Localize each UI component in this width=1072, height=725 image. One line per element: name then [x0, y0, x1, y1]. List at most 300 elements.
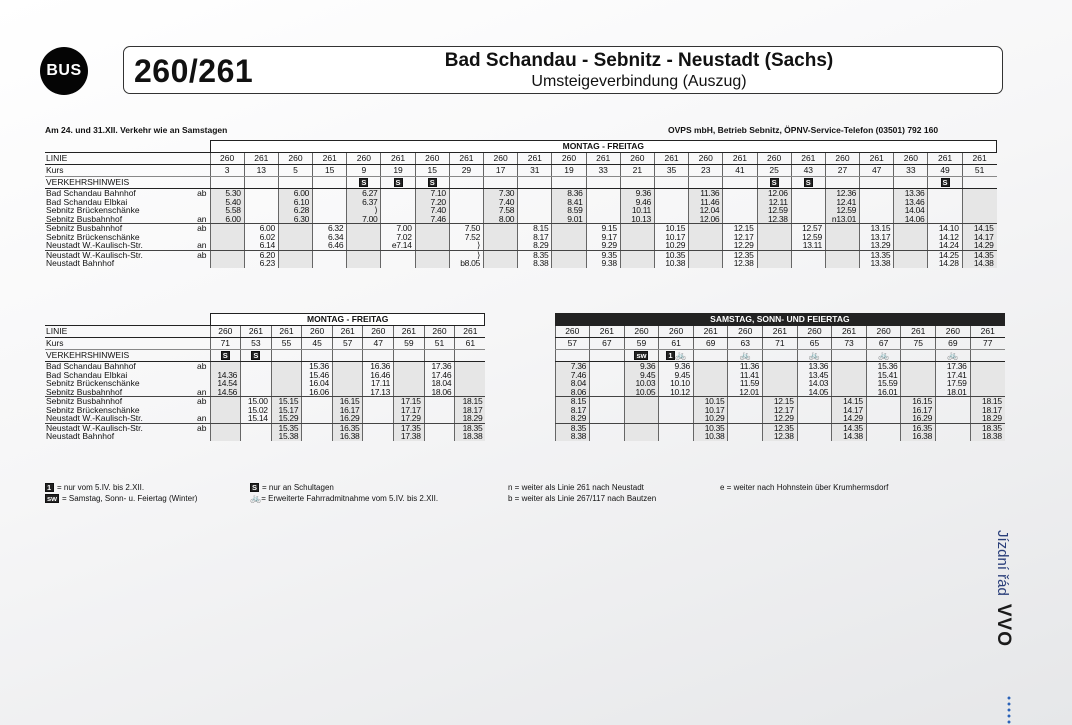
- kurs-cell: 25: [757, 165, 791, 177]
- time-cell: [624, 397, 659, 406]
- linie-label: LINIE: [45, 153, 193, 165]
- time-cell: 16.38: [901, 432, 936, 441]
- time-cell: [797, 397, 832, 406]
- time-cell: 17.41: [936, 371, 971, 380]
- time-cell: [394, 379, 425, 388]
- time-cell: n13.01: [825, 215, 859, 224]
- time-cell: [210, 406, 241, 415]
- kurs-row: [45, 338, 485, 350]
- time-cell: [424, 397, 455, 406]
- time-cell: [210, 224, 244, 233]
- time-cell: 16.01: [866, 388, 901, 397]
- time-cell: [624, 406, 659, 415]
- time-row: [45, 250, 997, 259]
- linie-row: [555, 326, 1005, 338]
- time-cell: ⟩: [347, 206, 381, 215]
- legend-far-right: [720, 482, 888, 493]
- time-cell: 6.32: [313, 224, 347, 233]
- linie-cell: 261: [381, 153, 415, 165]
- time-row: [45, 397, 485, 406]
- time-cell: 14.29: [832, 414, 867, 423]
- time-cell: [590, 406, 625, 415]
- time-cell: [518, 189, 552, 198]
- time-cell: 9.36: [624, 362, 659, 371]
- row-tail: ab: [197, 423, 207, 432]
- kurs-cell: 47: [860, 165, 894, 177]
- time-cell: 18.01: [936, 388, 971, 397]
- time-cell: [455, 379, 486, 388]
- time-cell: [791, 215, 825, 224]
- time-row: [555, 371, 1005, 380]
- time-cell: 17.29: [394, 414, 425, 423]
- hinweis-cell: [241, 350, 272, 362]
- linie-cell: 260: [866, 326, 901, 338]
- stop-name: Sebnitz Brückenschänke: [46, 379, 140, 388]
- time-cell: [723, 215, 757, 224]
- linie-cell: 261: [901, 326, 936, 338]
- time-cell: 7.46: [415, 215, 449, 224]
- kurs-cell: 17: [484, 165, 518, 177]
- linie-cell: 260: [347, 153, 381, 165]
- row-tail: [193, 153, 210, 165]
- kurs-cell: 15: [415, 165, 449, 177]
- hinweis-cell: [832, 350, 867, 362]
- time-cell: 10.11: [620, 206, 654, 215]
- time-cell: 18.15: [970, 397, 1005, 406]
- kurs-cell: 57: [332, 338, 363, 350]
- time-cell: 15.29: [271, 414, 302, 423]
- hinweis-row: [555, 350, 1005, 362]
- kurs-cell: 63: [728, 338, 763, 350]
- linie-cell: 261: [791, 153, 825, 165]
- time-cell: [278, 259, 312, 268]
- time-cell: [210, 432, 241, 441]
- time-cell: [302, 423, 333, 432]
- row-tail: [193, 165, 210, 177]
- time-cell: [928, 206, 962, 215]
- time-cell: [659, 432, 694, 441]
- legend-text-one: = nur vom 5.IV. bis 2.XII.: [57, 483, 145, 492]
- time-cell: 10.38: [693, 432, 728, 441]
- time-cell: 15.14: [241, 414, 272, 423]
- time-row: [45, 241, 997, 250]
- time-cell: 16.15: [332, 397, 363, 406]
- linie-cell: 260: [797, 326, 832, 338]
- time-cell: 13.29: [860, 241, 894, 250]
- time-cell: [363, 432, 394, 441]
- time-cell: [381, 259, 415, 268]
- time-cell: [381, 189, 415, 198]
- time-cell: [832, 371, 867, 380]
- hinweis-cell: [313, 177, 347, 189]
- time-cell: 7.58: [484, 206, 518, 215]
- time-cell: [552, 241, 586, 250]
- time-cell: [894, 241, 928, 250]
- hinweis-cell: [424, 350, 455, 362]
- time-cell: [624, 423, 659, 432]
- time-row: [45, 423, 485, 432]
- time-cell: [394, 388, 425, 397]
- kurs-cell: 27: [825, 165, 859, 177]
- time-cell: [241, 379, 272, 388]
- time-cell: 14.36: [210, 371, 241, 380]
- section-header: SAMSTAG, SONN- UND FEIERTAG: [555, 313, 1005, 325]
- time-cell: [271, 371, 302, 380]
- time-cell: [866, 406, 901, 415]
- hinweis-label: VERKEHRSHINWEIS: [45, 350, 193, 362]
- time-cell: 12.57: [791, 224, 825, 233]
- time-row: [555, 388, 1005, 397]
- time-cell: 14.56: [210, 388, 241, 397]
- hinweis-cell: [347, 177, 381, 189]
- time-cell: 14.38: [962, 259, 996, 268]
- time-cell: 8.15: [518, 224, 552, 233]
- time-cell: [860, 215, 894, 224]
- linie-cell: 260: [552, 153, 586, 165]
- time-cell: 9.01: [552, 215, 586, 224]
- time-cell: [860, 189, 894, 198]
- time-cell: 11.36: [689, 189, 723, 198]
- kurs-cell: 59: [624, 338, 659, 350]
- time-row: [555, 362, 1005, 371]
- time-cell: 15.36: [302, 362, 333, 371]
- time-row: [555, 406, 1005, 415]
- time-cell: [347, 233, 381, 242]
- legend-text-bike: = Erweiterte Fahrradmitnahme vom 5.IV. bis 2.XII.: [261, 494, 439, 503]
- legend-symbol-s: S: [252, 483, 258, 492]
- route-header: [123, 46, 1003, 94]
- time-cell: [654, 189, 688, 198]
- kurs-row: [45, 165, 997, 177]
- kurs-cell: 31: [518, 165, 552, 177]
- row-tail: [193, 206, 210, 215]
- time-row: [45, 406, 485, 415]
- time-cell: [866, 397, 901, 406]
- hinweis-cell: [518, 177, 552, 189]
- time-cell: 15.59: [866, 379, 901, 388]
- time-cell: [363, 406, 394, 415]
- time-cell: [689, 250, 723, 259]
- time-cell: [928, 215, 962, 224]
- time-cell: [271, 362, 302, 371]
- time-cell: [241, 388, 272, 397]
- bicycle-icon: 🚲: [878, 350, 890, 361]
- row-tail: [193, 259, 210, 268]
- hinweis-cell: [693, 350, 728, 362]
- row-tail: ab: [197, 223, 207, 233]
- hinweis-cell: [970, 350, 1005, 362]
- time-cell: [313, 206, 347, 215]
- operator-note: OVPS mbH, Betrieb Sebnitz, ÖPNV-Service-Telefon (03501) 792 160: [668, 125, 939, 135]
- time-cell: [552, 233, 586, 242]
- time-row: [45, 233, 997, 242]
- linie-cell: 260: [757, 153, 791, 165]
- kurs-cell: 67: [590, 338, 625, 350]
- time-cell: 7.40: [484, 198, 518, 207]
- time-cell: 14.03: [797, 379, 832, 388]
- dotted-line: [1007, 695, 1011, 725]
- time-cell: 12.35: [723, 250, 757, 259]
- kurs-cell: 73: [832, 338, 867, 350]
- hinweis-cell: [363, 350, 394, 362]
- time-cell: [424, 432, 455, 441]
- time-cell: 16.29: [332, 414, 363, 423]
- time-cell: [791, 206, 825, 215]
- school-day-icon: S: [253, 351, 259, 361]
- time-cell: [894, 224, 928, 233]
- time-cell: 16.15: [901, 397, 936, 406]
- time-cell: 16.29: [901, 414, 936, 423]
- linie-cell: 261: [590, 326, 625, 338]
- time-cell: [381, 215, 415, 224]
- legend-symbol-sw: sw: [47, 494, 58, 503]
- linie-cell: 261: [455, 326, 486, 338]
- time-cell: [825, 224, 859, 233]
- hinweis-cell: [394, 350, 425, 362]
- linie-cell: 260: [620, 153, 654, 165]
- hinweis-cell: [278, 177, 312, 189]
- time-row: [45, 259, 997, 268]
- kurs-cell: 61: [659, 338, 694, 350]
- time-cell: [825, 259, 859, 268]
- time-cell: [518, 198, 552, 207]
- hinweis-cell: [624, 350, 659, 362]
- hinweis-cell: [901, 350, 936, 362]
- time-cell: 8.06: [555, 388, 590, 397]
- linie-cell: 260: [363, 326, 394, 338]
- kurs-cell: 41: [723, 165, 757, 177]
- time-cell: 14.10: [928, 224, 962, 233]
- legend-symbol-one: 1: [45, 483, 54, 492]
- time-cell: [936, 397, 971, 406]
- time-cell: [590, 432, 625, 441]
- time-cell: [586, 198, 620, 207]
- time-cell: [901, 362, 936, 371]
- time-cell: 14.38: [832, 432, 867, 441]
- linie-cell: 261: [313, 153, 347, 165]
- time-cell: [484, 233, 518, 242]
- stop-name: Bad Schandau Elbkai: [46, 197, 128, 206]
- time-cell: [962, 189, 996, 198]
- time-cell: 18.15: [455, 397, 486, 406]
- time-cell: [797, 432, 832, 441]
- time-cell: [590, 388, 625, 397]
- time-cell: [313, 198, 347, 207]
- time-cell: [728, 423, 763, 432]
- time-cell: 9.46: [620, 198, 654, 207]
- time-cell: 14.15: [962, 224, 996, 233]
- time-cell: [693, 362, 728, 371]
- time-cell: 8.29: [518, 241, 552, 250]
- time-cell: 9.15: [586, 224, 620, 233]
- hinweis-cell: [302, 350, 333, 362]
- kurs-cell: 69: [936, 338, 971, 350]
- kurs-cell: 13: [244, 165, 278, 177]
- time-cell: 9.45: [659, 371, 694, 380]
- time-cell: [415, 259, 449, 268]
- row-tail: an: [193, 414, 210, 423]
- time-cell: 8.17: [518, 233, 552, 242]
- time-cell: 16.04: [302, 379, 333, 388]
- hinweis-cell: [825, 177, 859, 189]
- kurs-cell: 23: [689, 165, 723, 177]
- stop-name: Neustadt W.-Kaulisch-Str.: [46, 423, 143, 432]
- time-cell: 18.29: [970, 414, 1005, 423]
- time-cell: 6.10: [278, 198, 312, 207]
- time-cell: [654, 215, 688, 224]
- time-cell: 12.15: [723, 224, 757, 233]
- time-cell: [424, 414, 455, 423]
- time-cell: [586, 189, 620, 198]
- time-cell: 15.17: [271, 406, 302, 415]
- time-cell: [791, 198, 825, 207]
- legend-row-sw: [45, 493, 197, 504]
- hinweis-cell: [860, 177, 894, 189]
- time-cell: [797, 406, 832, 415]
- time-cell: 18.29: [455, 414, 486, 423]
- hinweis-cell: [552, 177, 586, 189]
- kurs-cell: 47: [363, 338, 394, 350]
- kurs-cell: 21: [620, 165, 654, 177]
- linie-cell: 261: [970, 326, 1005, 338]
- time-cell: 7.10: [415, 189, 449, 198]
- stop-name: Sebnitz Busbahnhof: [46, 223, 123, 233]
- time-cell: 18.06: [424, 388, 455, 397]
- time-cell: [424, 423, 455, 432]
- time-cell: [278, 250, 312, 259]
- time-cell: [278, 241, 312, 250]
- time-cell: [763, 388, 798, 397]
- time-cell: [894, 233, 928, 242]
- time-cell: 17.36: [936, 362, 971, 371]
- time-cell: [928, 198, 962, 207]
- time-cell: [894, 259, 928, 268]
- time-cell: [723, 198, 757, 207]
- time-cell: [757, 250, 791, 259]
- time-cell: 14.54: [210, 379, 241, 388]
- time-cell: [624, 432, 659, 441]
- time-cell: [271, 388, 302, 397]
- time-cell: 15.02: [241, 406, 272, 415]
- time-cell: [825, 233, 859, 242]
- time-cell: 18.35: [455, 423, 486, 432]
- time-cell: 12.06: [689, 215, 723, 224]
- time-cell: [271, 379, 302, 388]
- time-cell: b8.05: [449, 259, 483, 268]
- linie-cell: 261: [693, 326, 728, 338]
- time-cell: [210, 423, 241, 432]
- hinweis-cell: [590, 350, 625, 362]
- time-cell: [455, 371, 486, 380]
- linie-row: [45, 326, 485, 338]
- legend-text-sw: = Samstag, Sonn- u. Feiertag (Winter): [62, 494, 198, 503]
- hinweis-cell: [689, 177, 723, 189]
- time-row: [555, 414, 1005, 423]
- bicycle-icon: 🚲: [250, 493, 262, 503]
- time-cell: 12.17: [763, 406, 798, 415]
- time-cell: 7.40: [415, 206, 449, 215]
- row-tail: [193, 432, 210, 441]
- time-cell: 16.17: [901, 406, 936, 415]
- time-cell: 14.24: [928, 241, 962, 250]
- timetable-grid: [555, 325, 1005, 441]
- time-cell: 6.02: [244, 233, 278, 242]
- time-cell: [424, 406, 455, 415]
- time-cell: 10.29: [654, 241, 688, 250]
- row-tail: [193, 406, 210, 415]
- linie-cell: 261: [928, 153, 962, 165]
- time-cell: [757, 233, 791, 242]
- section-header: MONTAG - FREITAG: [210, 140, 997, 152]
- time-row: [45, 388, 485, 397]
- time-cell: 8.17: [555, 406, 590, 415]
- time-cell: [241, 432, 272, 441]
- time-cell: 12.06: [757, 189, 791, 198]
- time-cell: 12.38: [723, 259, 757, 268]
- time-cell: [659, 414, 694, 423]
- kurs-cell: 71: [763, 338, 798, 350]
- time-cell: [210, 414, 241, 423]
- time-cell: 12.17: [723, 233, 757, 242]
- time-cell: 6.46: [313, 241, 347, 250]
- kurs-cell: 75: [901, 338, 936, 350]
- time-cell: 14.05: [797, 388, 832, 397]
- row-tail: [193, 198, 210, 207]
- time-cell: [590, 397, 625, 406]
- time-cell: [484, 250, 518, 259]
- school-day-icon: S: [771, 178, 777, 188]
- stop-name: Bad Schandau Bahnhof: [46, 361, 136, 371]
- linie-cell: 260: [302, 326, 333, 338]
- time-cell: [791, 259, 825, 268]
- time-cell: [586, 206, 620, 215]
- time-cell: [654, 198, 688, 207]
- time-cell: 10.38: [654, 259, 688, 268]
- time-cell: 12.04: [689, 206, 723, 215]
- time-cell: 6.37: [347, 198, 381, 207]
- time-cell: [757, 224, 791, 233]
- time-cell: 6.00: [210, 215, 244, 224]
- hinweis-cell: [332, 350, 363, 362]
- time-cell: [590, 362, 625, 371]
- linie-row: [45, 153, 997, 165]
- time-row: [45, 432, 485, 441]
- time-cell: [936, 432, 971, 441]
- time-cell: [449, 206, 483, 215]
- time-row: [45, 206, 997, 215]
- time-cell: [970, 388, 1005, 397]
- hinweis-cell: [620, 177, 654, 189]
- time-cell: [901, 388, 936, 397]
- time-cell: [590, 371, 625, 380]
- time-cell: 9.36: [659, 362, 694, 371]
- stop-name: Sebnitz Brückenschänke: [46, 206, 140, 215]
- time-cell: [302, 397, 333, 406]
- row-tail: [193, 177, 210, 189]
- time-cell: 8.35: [555, 423, 590, 432]
- time-cell: 14.25: [928, 250, 962, 259]
- legend-row-s: [250, 482, 438, 493]
- time-cell: [689, 241, 723, 250]
- time-cell: 13.38: [860, 259, 894, 268]
- time-cell: [455, 362, 486, 371]
- time-cell: [210, 241, 244, 250]
- time-cell: [244, 206, 278, 215]
- route-title: Bad Schandau - Sebnitz - Neustadt (Sachs): [444, 50, 834, 71]
- time-cell: [332, 362, 363, 371]
- hinweis-cell: [654, 177, 688, 189]
- stop-name: Sebnitz Brückenschänke: [46, 405, 140, 414]
